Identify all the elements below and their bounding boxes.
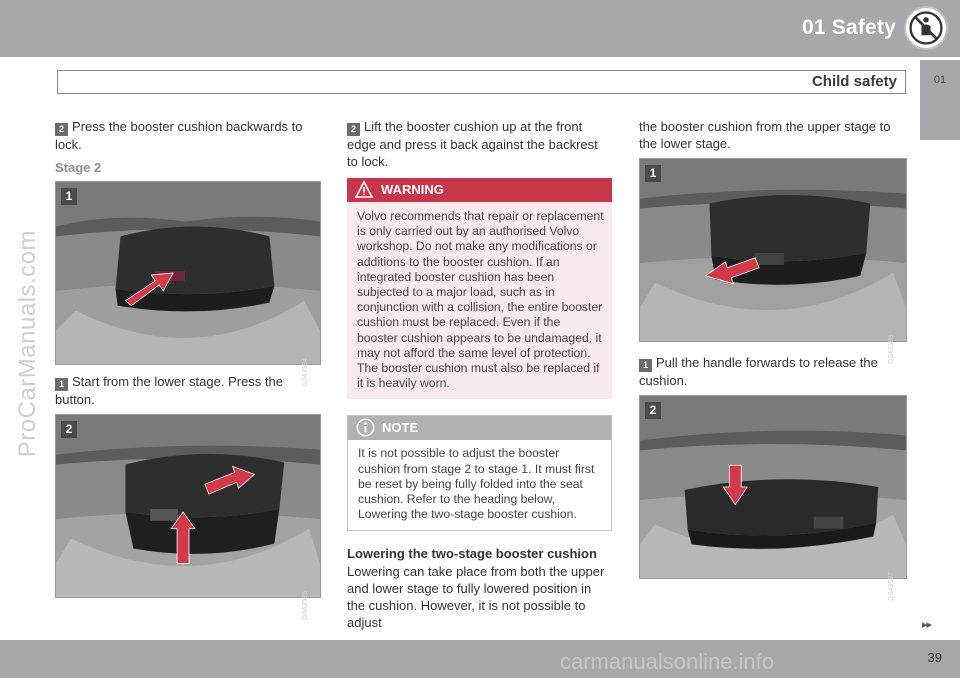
booster-cushion-illustration (56, 182, 320, 364)
next-page-arrows: ▸▸ (922, 619, 932, 631)
figure-code: G043585 (302, 591, 309, 620)
chapter-title: 01 Safety (801, 16, 896, 39)
column-2 (347, 118, 612, 637)
lowering-text: Lowering can take place from both the upper and lower stage to fully lowered position in the cushion. However, it is not possible to adjust (347, 564, 605, 631)
figure-code: G043586 (888, 335, 895, 364)
figure-label: 1 (645, 165, 661, 182)
figure-lowering-step1 (639, 158, 907, 364)
column-1 (55, 118, 321, 620)
step-number-badge: 2 (55, 123, 68, 136)
chapter-tab-number: 01 (933, 74, 947, 86)
figure-stage2-step1 (55, 181, 321, 387)
step-1-start-lower (55, 373, 321, 408)
figure-code: G043584 (302, 358, 309, 387)
section-title: Child safety (811, 73, 897, 90)
step-number-badge: 1 (55, 378, 68, 391)
step-text: Press the booster cushion backwards to lock. (55, 119, 303, 152)
side-watermark: ProCarManuals.com (14, 230, 41, 458)
lowering-text-continued: the booster cushion from the upper stage to the lower stage. (639, 119, 891, 151)
step-1-pull-handle (639, 354, 907, 389)
booster-cushion-illustration (640, 396, 906, 578)
lowering-heading: Lowering the two-stage booster cushion (347, 546, 597, 562)
figure-label: 1 (61, 188, 77, 205)
section-header-box (57, 70, 906, 94)
note-title: NOTE (382, 420, 419, 436)
step-2-lift-cushion (347, 118, 612, 170)
warning-box (347, 178, 612, 399)
step-text: Lift the booster cushion up at the front edge and press it back against the backrest to lock. (347, 119, 598, 169)
info-icon (356, 418, 375, 437)
figure-label: 2 (61, 421, 77, 438)
figure-lowering-step2 (639, 395, 907, 601)
note-box (347, 415, 612, 531)
page-number: 39 (927, 650, 942, 665)
stage-2-heading: Stage 2 (55, 160, 102, 175)
step-number-badge: 2 (347, 123, 360, 136)
step-2-press-backwards (55, 118, 321, 153)
step-text: Pull the handle forwards to release the cushion. (639, 355, 878, 388)
column-3 (639, 118, 907, 601)
warning-header (347, 178, 612, 202)
warning-text: Volvo recommends that repair or replacement is only carried out by an authorised Volvo workshop. Do not make any modifications or additions to the booster cushion. If an integrated booster cushion has been subjected to a major load, such as in conjunction with a collision, the entire booster cushion must be replaced. Even if the booster cushion appears to be undamaged, it may not afford the same level of protection. The booster cushion must also be replaced if it is heavily worn. (357, 209, 604, 391)
figure-code: G043587 (888, 572, 895, 601)
note-text: It is not possible to adjust the booster cushion from stage 2 to stage 1. It must first be reset by being fully folded into the seat cushion. Refer to the heading below, Lowering the two-stage booster cushion. (358, 446, 595, 522)
no-airbag-child-icon (904, 6, 948, 50)
booster-cushion-illustration (640, 159, 906, 341)
bottom-footer-bar (0, 640, 960, 678)
bottom-watermark: carmanualsonline.info (560, 649, 775, 674)
warning-triangle-icon (355, 181, 373, 198)
booster-cushion-illustration (56, 415, 320, 597)
note-header (348, 416, 611, 440)
warning-title: WARNING (381, 182, 444, 197)
figure-stage2-step2 (55, 414, 321, 620)
top-header-bar (0, 0, 960, 57)
step-number-badge: 1 (639, 359, 652, 372)
figure-label: 2 (645, 402, 661, 419)
step-text: Start from the lower stage. Press the button. (55, 374, 283, 407)
chapter-tab (917, 60, 960, 140)
